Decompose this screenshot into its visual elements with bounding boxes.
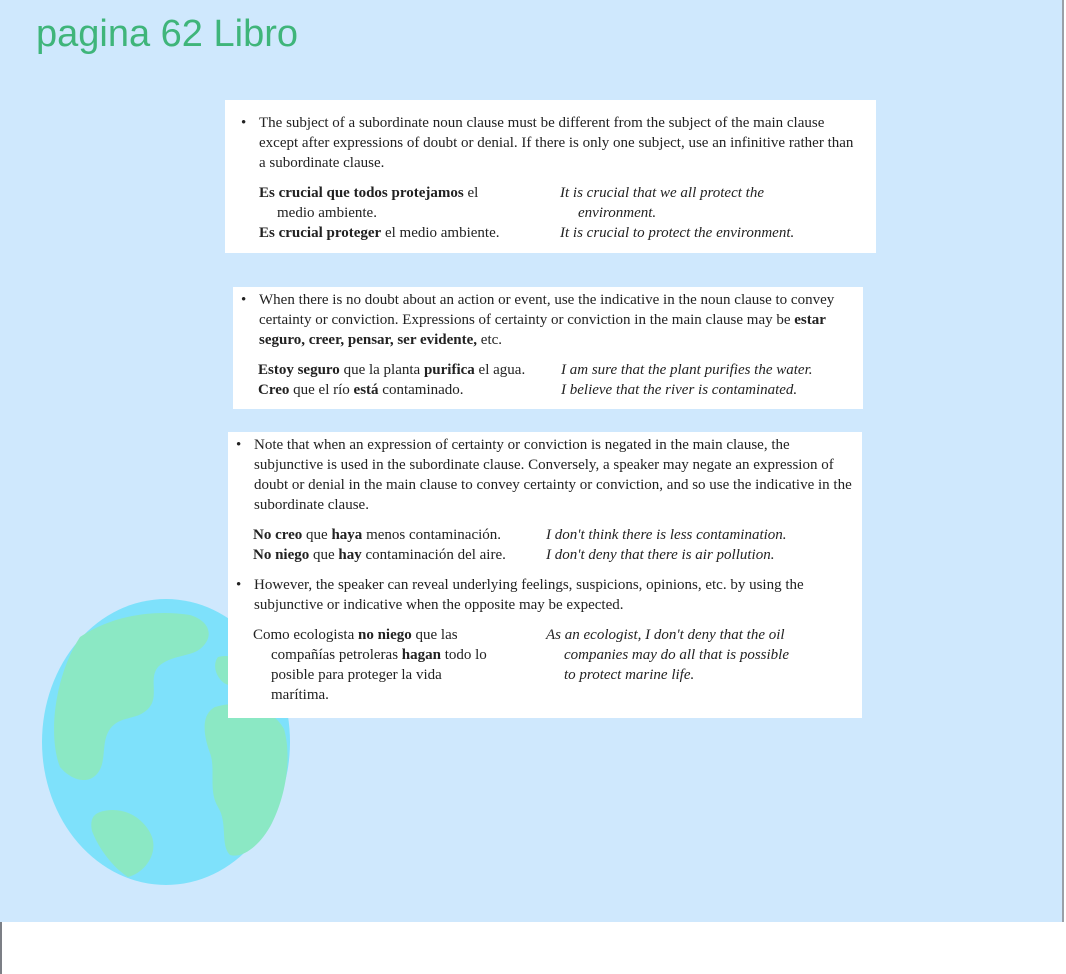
example-text: que	[302, 527, 332, 543]
example-text: que las	[411, 627, 458, 643]
bullet: •	[236, 577, 242, 593]
example-bold: Es crucial que todos protejamos	[259, 185, 464, 201]
example-text: que el río	[289, 382, 354, 398]
rule-text: The subject of a subordinate noun clause must be different from the subject of the main clause except after expressions of doubt or denial. If there is only one subject, use an infinitive rather than a subordinate clause.	[259, 115, 854, 171]
example-continuation	[253, 645, 546, 665]
translation-continuation: environment.	[578, 205, 657, 221]
rule-paragraph	[241, 290, 855, 350]
example-spanish	[236, 625, 546, 705]
example-row	[241, 183, 860, 223]
example-english: I don't think there is less contamination.	[546, 527, 787, 543]
rule-text: When there is no doubt about an action or event, use the indicative in the noun clause to convey certainty or conviction. Expressions of certainty or conviction in the main clause may be	[259, 292, 835, 328]
example-row	[241, 360, 855, 380]
example-text: menos contaminación.	[362, 527, 502, 543]
example-continuation: marítima.	[271, 687, 329, 703]
grammar-card-indicative	[233, 287, 863, 409]
example-bold: No niego	[253, 547, 310, 563]
bullet: •	[236, 437, 242, 453]
example-text: el medio ambiente.	[381, 225, 500, 241]
rule-text: However, the speaker can reveal underlying feelings, suspicions, opinions, etc. by using the subjunctive or indicative when the opposite may be expected.	[254, 577, 804, 613]
example-text: contaminado.	[378, 382, 464, 398]
bullet: •	[241, 115, 247, 131]
rule-bold: estar seguro, creer, pensar, ser evidente,	[259, 312, 826, 348]
translation-line: As an ecologist, I don't deny that the oil	[546, 627, 785, 643]
scrollbar-edge	[0, 922, 2, 974]
rule-paragraph	[236, 435, 854, 515]
example-spanish	[241, 223, 560, 243]
example-continuation: posible para proteger la vida	[271, 667, 442, 683]
example-bold: está	[353, 382, 379, 398]
example-row	[241, 223, 860, 243]
page-title: pagina 62 Libro	[36, 13, 298, 55]
slide-right-edge	[1062, 0, 1064, 922]
example-text: compañías petroleras	[271, 647, 402, 663]
example-english: I am sure that the plant purifies the water.	[561, 362, 813, 378]
example-row	[241, 380, 855, 400]
example-text: el agua.	[474, 362, 526, 378]
example-text: Como ecologista	[253, 627, 358, 643]
bullet: •	[241, 292, 247, 308]
example-text: contaminación del aire.	[361, 547, 506, 563]
example-spanish	[241, 183, 560, 223]
example-bold: purifica	[423, 362, 475, 378]
example-spanish	[241, 380, 561, 400]
example-text: el	[463, 185, 479, 201]
rule-paragraph	[241, 113, 860, 173]
example-bold: Creo	[258, 382, 290, 398]
example-bold: hay	[338, 547, 362, 563]
example-row	[236, 625, 854, 705]
example-spanish	[236, 545, 546, 565]
example-spanish	[236, 525, 546, 545]
example-bold: Estoy seguro	[258, 362, 340, 378]
example-bold: no niego	[358, 627, 412, 643]
example-text: que	[309, 547, 339, 563]
rule-text: Note that when an expression of certainty or conviction is negated in the main clause, the subjunctive is used in the subordinate clause. Conversely, a speaker may negate an expression of doubt or denial in the main clause to convey certainty or conviction, and so use the indicative in the subordinate clause.	[254, 437, 852, 513]
example-bold: hagan	[401, 647, 441, 663]
example-spanish	[241, 360, 561, 380]
example-text: todo lo	[440, 647, 487, 663]
example-english: I don't deny that there is air pollution.	[546, 547, 775, 563]
grammar-card-subject-clause	[225, 100, 876, 253]
rule-paragraph	[236, 575, 854, 615]
example-bold: Es crucial proteger	[259, 225, 382, 241]
example-english: I believe that the river is contaminated.	[561, 382, 798, 398]
example-bold: No creo	[253, 527, 303, 543]
grammar-card-negation	[228, 432, 862, 718]
example-bold: haya	[331, 527, 363, 543]
example-english	[560, 183, 860, 223]
example-row	[236, 545, 854, 565]
example-english	[546, 625, 854, 705]
translation-continuation: companies may do all that is possible	[564, 647, 789, 663]
translation-line: It is crucial that we all protect the	[560, 185, 764, 201]
example-text: que la planta	[339, 362, 424, 378]
example-row	[236, 525, 854, 545]
rule-text-end: etc.	[477, 332, 503, 348]
translation-continuation: to protect marine life.	[564, 667, 695, 683]
example-continuation: medio ambiente.	[277, 205, 377, 221]
example-english: It is crucial to protect the environment.	[560, 225, 795, 241]
